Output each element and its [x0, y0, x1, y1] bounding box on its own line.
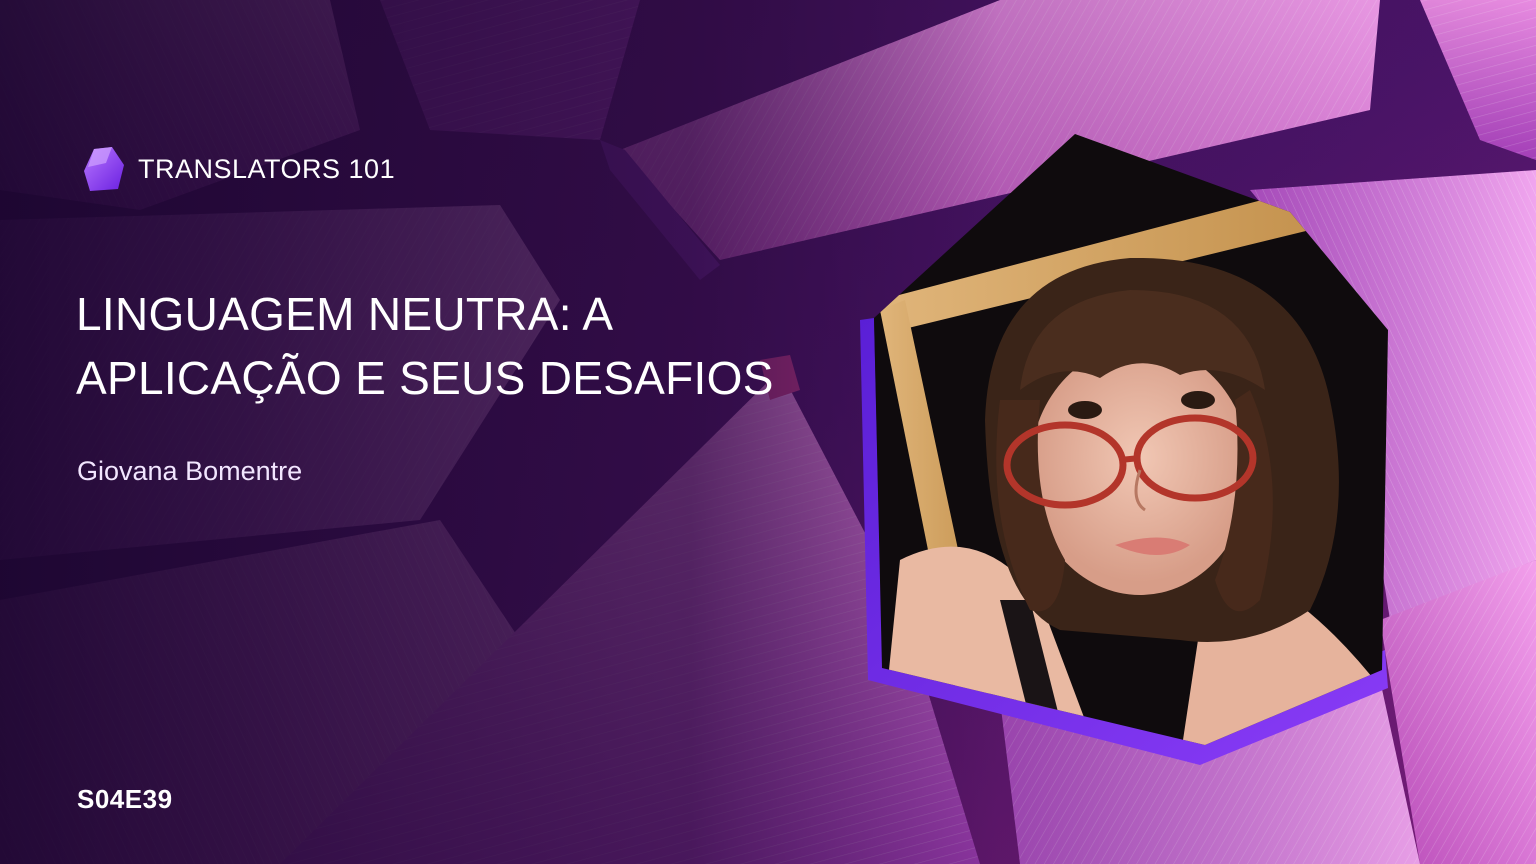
- episode-code: S04E39: [77, 784, 173, 814]
- brand-name: TRANSLATORS 101: [138, 153, 396, 184]
- episode-title-line-2: APLICAÇÃO E SEUS DESAFIOS: [76, 352, 774, 404]
- episode-title-line-1: LINGUAGEM NEUTRA: A: [76, 288, 614, 340]
- guest-name: Giovana Bomentre: [77, 456, 303, 486]
